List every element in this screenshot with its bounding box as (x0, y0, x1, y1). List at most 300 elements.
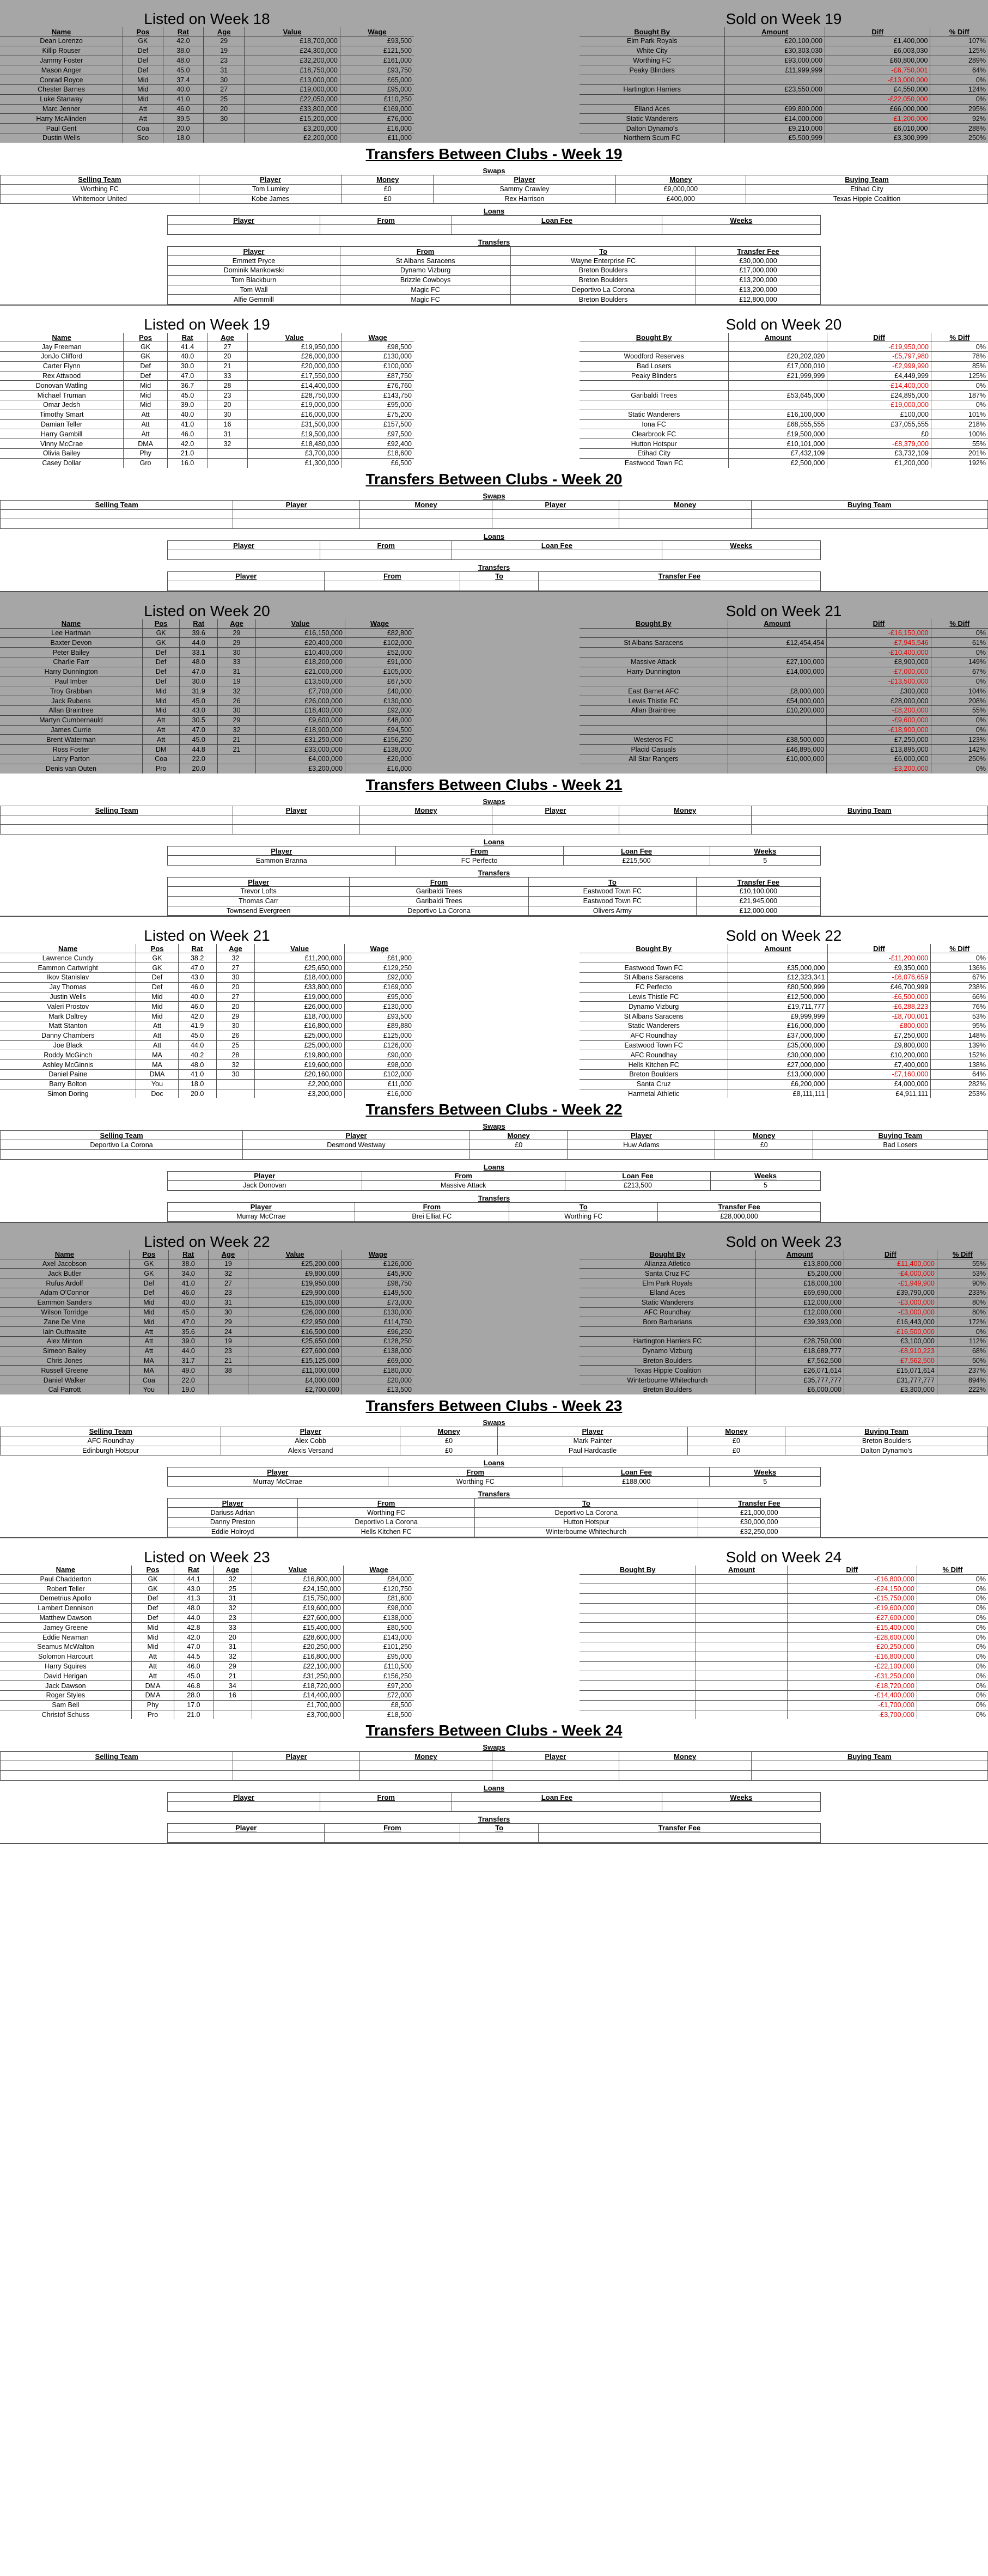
table-cell: 31.9 (180, 686, 218, 696)
column-header: Transfer Fee (538, 1823, 820, 1832)
table-cell: £180,000 (341, 1366, 414, 1375)
table-cell: £17,000,010 (729, 361, 827, 371)
table-cell: -£3,700,000 (787, 1710, 917, 1719)
table-cell: Worthing FC (580, 56, 725, 65)
table-cell: £40,000 (345, 686, 414, 696)
table-row (0, 1603, 414, 1613)
table-cell: £7,700,000 (256, 686, 345, 696)
table-row (168, 1211, 821, 1221)
column-header: Age (217, 619, 255, 629)
table-cell: 30 (208, 410, 248, 419)
table-row (1, 1150, 988, 1160)
table-cell: 187% (931, 391, 988, 400)
table-cell: Eastwood Town FC (580, 458, 729, 467)
week-block (0, 592, 988, 917)
column-header: Name (51, 27, 71, 36)
table-row (580, 973, 988, 983)
table-cell: 253% (931, 1089, 988, 1098)
table-cell: GK (131, 1574, 174, 1584)
table-cell: -£15,750,000 (787, 1594, 917, 1604)
table-cell (580, 1594, 696, 1604)
table-cell: -£14,400,000 (787, 1691, 917, 1701)
table-cell: Att (131, 1671, 174, 1681)
swaps-label: Swaps (483, 1743, 505, 1752)
table-cell (492, 519, 619, 529)
table-cell: 0% (930, 75, 988, 85)
table-cell: £30,303,030 (725, 46, 825, 56)
table-cell (662, 225, 820, 235)
column-header: Money (715, 1131, 813, 1140)
table-cell: 27 (216, 963, 255, 973)
table-cell (728, 677, 827, 686)
table-cell: £1,700,000 (252, 1700, 344, 1710)
column-header: Player (168, 1171, 362, 1180)
table-cell: Brent Waterman (0, 735, 142, 745)
column-header: Money (469, 1131, 568, 1140)
table-cell: Killip Rouser (0, 46, 123, 56)
table-cell: Boro Barbarians (580, 1317, 755, 1327)
table-cell: Peter Bailey (0, 648, 142, 657)
table-cell: 23 (204, 56, 245, 65)
column-header: Age (204, 27, 245, 36)
table-row (0, 1031, 414, 1040)
column-header: Value (252, 1566, 344, 1575)
header-row (168, 1202, 821, 1211)
table-cell: 124% (930, 84, 988, 94)
header-row (0, 619, 414, 629)
table-cell (492, 815, 619, 825)
table-cell (360, 815, 492, 825)
table-cell: Eddie Newman (0, 1633, 131, 1642)
listed-title: Listed on Week 19 (144, 316, 270, 333)
table-cell: £27,600,000 (252, 1613, 344, 1623)
table-cell: Santa Cruz (580, 1079, 728, 1089)
loans-wrap (167, 1467, 821, 1487)
table-row (0, 953, 414, 963)
table-row (580, 1375, 988, 1385)
table-cell: 30 (216, 973, 255, 983)
table-cell (580, 1710, 696, 1719)
table-row (0, 1356, 414, 1366)
table-row (0, 706, 414, 716)
table-cell: Att (136, 1021, 178, 1031)
table-cell: £169,000 (345, 982, 414, 992)
column-header: From (350, 878, 529, 887)
column-header: Player (168, 1793, 320, 1802)
table-cell: £20,000,000 (247, 361, 341, 371)
table-cell: 34.0 (168, 1269, 208, 1278)
swaps-table (0, 806, 988, 835)
table-cell: £21,000,000 (698, 1508, 820, 1518)
table-cell: 47.0 (167, 371, 207, 381)
column-header: Loan Fee (452, 1793, 662, 1802)
table-cell: Christof Schuss (0, 1710, 131, 1719)
header-row (168, 878, 821, 887)
table-cell: £4,000,000 (827, 1079, 931, 1089)
table-cell: Denis van Outen (0, 764, 142, 773)
table-cell: Lewis Thistle FC (580, 696, 728, 706)
table-row (0, 735, 414, 745)
sold-table (580, 944, 988, 1098)
table-row (580, 638, 988, 648)
table-cell: -£8,200,000 (827, 706, 931, 716)
table-row (1, 1446, 988, 1456)
column-header: % Diff (917, 1566, 988, 1575)
table-cell: £156,250 (345, 735, 414, 745)
table-cell: Mid (142, 686, 180, 696)
table-cell: -£1,949,900 (844, 1278, 937, 1288)
table-cell: 35.6 (168, 1327, 208, 1337)
table-cell: GK (129, 1269, 168, 1278)
table-cell: GK (131, 1584, 174, 1594)
column-header: Pos (142, 619, 180, 629)
table-cell: 76% (931, 1002, 988, 1012)
table-cell (168, 1802, 320, 1812)
header-row (168, 1467, 821, 1477)
table-cell (751, 825, 987, 835)
table-cell: Magic FC (340, 285, 510, 295)
table-row (580, 1259, 988, 1269)
table-cell: £3,700,000 (252, 1710, 344, 1719)
loans-wrap (167, 1792, 821, 1812)
column-header: Weeks (710, 847, 820, 856)
table-cell: 5 (710, 856, 820, 866)
table-row (580, 1012, 988, 1021)
table-cell: £14,400,000 (247, 381, 341, 391)
table-cell: Att (142, 735, 180, 745)
table-cell: Eastwood Town FC (528, 896, 696, 906)
table-cell: Att (129, 1346, 168, 1356)
table-cell: £84,000 (343, 1574, 414, 1584)
transfers-table (167, 1498, 821, 1537)
sold-table (580, 619, 988, 774)
table-cell: Hartington Harriers (580, 84, 725, 94)
table-cell: -£7,160,000 (827, 1069, 931, 1079)
column-header: From (320, 1793, 452, 1802)
table-row (0, 448, 414, 458)
table-cell: £18,689,777 (755, 1346, 844, 1356)
table-cell: 138% (931, 1060, 988, 1070)
table-cell: Att (142, 715, 180, 725)
table-cell: -£4,000,000 (844, 1269, 937, 1278)
table-cell: Whitemoor United (1, 194, 199, 204)
table-cell: 21.0 (167, 448, 207, 458)
column-header: Money (360, 500, 492, 509)
column-header: Amount (729, 333, 827, 342)
table-cell: £4,000,000 (248, 1375, 342, 1385)
table-cell: Dustin Wells (0, 133, 123, 142)
week-block (0, 1223, 988, 1538)
table-row (580, 1661, 988, 1671)
table-cell: £18,700,000 (245, 36, 340, 46)
section-title: Transfers Between Clubs - Week 21 (365, 776, 623, 793)
table-row (580, 104, 988, 114)
table-cell: Def (131, 1613, 174, 1623)
header-row (580, 1566, 988, 1575)
transfers-wrap (167, 1823, 821, 1843)
table-cell (619, 825, 751, 835)
table-cell: £6,000,000 (755, 1385, 844, 1394)
table-cell: Massive Attack (362, 1180, 565, 1190)
table-cell: 23 (208, 1288, 248, 1298)
table-cell: £126,000 (341, 1259, 414, 1269)
table-cell: 45.0 (180, 735, 218, 745)
table-cell: £9,800,000 (248, 1269, 342, 1278)
table-cell: Paul Hardcastle (498, 1446, 687, 1456)
table-row (0, 1613, 414, 1623)
table-cell: 172% (937, 1317, 988, 1327)
table-cell (580, 764, 728, 773)
column-header: Wage (343, 1566, 414, 1575)
table-cell: £4,449,999 (827, 371, 931, 381)
column-header: Wage (345, 944, 414, 953)
table-cell: 0% (917, 1671, 988, 1681)
table-cell: 0% (931, 381, 988, 391)
table-cell: -£24,150,000 (787, 1584, 917, 1594)
table-cell: GK (123, 36, 163, 46)
listing-row (0, 306, 988, 467)
table-cell: £130,000 (341, 351, 414, 361)
table-row (0, 1307, 414, 1317)
table-cell: Def (142, 677, 180, 686)
table-cell: £20,400,000 (256, 638, 345, 648)
table-cell: 46.0 (168, 1288, 208, 1298)
table-cell (580, 1633, 696, 1642)
table-cell: Rufus Ardolf (0, 1278, 129, 1288)
table-cell: £19,600,000 (255, 1060, 345, 1070)
section-title: Transfers Between Clubs - Week 20 (365, 470, 623, 488)
table-cell: £13,500,000 (256, 677, 345, 686)
table-cell: 0% (931, 953, 988, 963)
table-cell: £19,000,000 (255, 992, 345, 1002)
column-header: Pos (123, 27, 163, 36)
table-cell: Breton Boulders (511, 265, 696, 275)
column-header: From (325, 571, 460, 581)
table-cell: 27 (216, 992, 255, 1002)
table-cell: £213,500 (565, 1180, 710, 1190)
table-cell: 125% (930, 46, 988, 56)
table-cell: £54,000,000 (728, 696, 827, 706)
column-header: Name (58, 944, 78, 953)
table-cell (208, 448, 248, 458)
table-cell: Tom Blackburn (168, 275, 340, 285)
header-row (168, 216, 821, 225)
table-cell: Solomon Harcourt (0, 1652, 131, 1661)
table-row (580, 667, 988, 677)
table-row (0, 419, 414, 429)
table-cell: -£7,562,500 (844, 1356, 937, 1366)
table-cell: Hutton Hotspur (474, 1517, 698, 1527)
table-cell (619, 1761, 751, 1771)
table-cell (580, 1700, 696, 1710)
header-row (168, 571, 821, 581)
table-cell: Garibaldi Trees (350, 896, 529, 906)
table-row (580, 1366, 988, 1375)
table-cell: £100,000 (827, 410, 931, 419)
table-cell: 85% (931, 361, 988, 371)
table-cell: £97,200 (343, 1681, 414, 1691)
table-cell (725, 94, 825, 104)
table-row (0, 696, 414, 706)
table-cell: Valeri Prostov (0, 1002, 136, 1012)
week-block (0, 0, 988, 306)
table-cell: Mid (123, 84, 163, 94)
table-cell: Wayne Enterprise FC (511, 256, 696, 266)
table-cell: Harry Squires (0, 1661, 131, 1671)
table-cell: £27,600,000 (248, 1346, 342, 1356)
table-row (0, 1346, 414, 1356)
column-header: Buying Team (746, 175, 988, 184)
table-cell: £11,000 (345, 1079, 414, 1089)
table-cell: £4,911,111 (827, 1089, 931, 1098)
column-header: Player (168, 1499, 298, 1508)
table-cell: 20 (204, 104, 245, 114)
table-cell: £80,500,999 (728, 982, 827, 992)
table-cell: AFC Roundhay (580, 1050, 728, 1060)
table-cell: 22.0 (168, 1375, 208, 1385)
table-cell: £25,000,000 (255, 1040, 345, 1050)
table-cell: £26,000,000 (255, 1002, 345, 1012)
table-cell: £35,000,000 (728, 963, 827, 973)
table-cell (729, 342, 827, 352)
table-cell: 41.0 (167, 419, 207, 429)
column-header: Transfer Fee (696, 247, 820, 256)
table-cell: -£8,379,000 (827, 439, 931, 449)
listed-table (0, 1566, 414, 1720)
table-row (0, 1633, 414, 1642)
table-cell: Charlie Farr (0, 657, 142, 667)
table-cell: 49.0 (168, 1366, 208, 1375)
column-header: Selling Team (1, 500, 233, 509)
table-cell: -£3,000,000 (844, 1307, 937, 1317)
table-cell (213, 1710, 252, 1719)
table-cell: 33 (213, 1623, 252, 1633)
table-cell: St Albans Saracens (580, 1012, 728, 1021)
table-cell: Rex Harrison (434, 194, 616, 204)
table-cell: £0 (687, 1446, 785, 1456)
table-cell (728, 628, 827, 638)
listed-panel (0, 0, 414, 143)
table-cell: 33 (208, 371, 248, 381)
table-cell (208, 1385, 248, 1394)
column-header: Player (498, 1427, 687, 1436)
table-row (580, 114, 988, 124)
table-cell: £149,500 (341, 1288, 414, 1298)
table-cell: £7,400,000 (827, 1060, 931, 1070)
table-cell: Pro (131, 1710, 174, 1719)
table-row (0, 75, 414, 85)
table-cell: 282% (931, 1079, 988, 1089)
table-cell: 250% (930, 133, 988, 142)
table-cell (538, 1832, 820, 1842)
table-cell: Dalton Dynamo's (785, 1446, 988, 1456)
table-row (0, 371, 414, 381)
loans-label: Loans (483, 1784, 505, 1793)
table-cell: Mid (124, 391, 168, 400)
column-header: Age (208, 333, 248, 342)
table-cell (538, 581, 820, 590)
table-row (580, 963, 988, 973)
table-cell: DMA (136, 1069, 178, 1079)
table-cell: £28,000,000 (827, 696, 931, 706)
column-header: Money (619, 500, 751, 509)
table-cell: FC Perfecto (580, 982, 728, 992)
table-cell: £0 (400, 1446, 498, 1456)
table-cell: £10,000,000 (728, 754, 827, 764)
table-cell: 30.0 (167, 361, 207, 371)
table-cell: £3,300,999 (825, 133, 930, 142)
table-cell: £27,000,000 (728, 1060, 827, 1070)
column-header: % Diff (931, 333, 988, 342)
table-cell: £32,250,000 (698, 1527, 820, 1537)
table-cell: £300,000 (827, 686, 931, 696)
section-divider (0, 1843, 988, 1844)
table-cell: 295% (930, 104, 988, 114)
table-cell: 33.1 (180, 648, 218, 657)
table-cell: 28.0 (174, 1691, 213, 1701)
table-cell: 39.0 (167, 400, 207, 410)
table-cell (233, 509, 360, 519)
table-cell (696, 1603, 787, 1613)
table-cell: 48.0 (174, 1603, 213, 1613)
table-cell (729, 381, 827, 391)
table-row (580, 1021, 988, 1031)
table-cell: Def (123, 56, 163, 65)
table-row (0, 1278, 414, 1288)
table-cell: £28,600,000 (252, 1633, 344, 1642)
table-cell (568, 1150, 715, 1160)
table-cell (580, 1327, 755, 1337)
table-cell: £188,000 (563, 1477, 710, 1487)
table-cell: Santa Cruz FC (580, 1269, 755, 1278)
loans-wrap (167, 1171, 821, 1191)
table-cell: Static Wanderers (580, 410, 729, 419)
table-cell: 61% (931, 638, 988, 648)
column-header: Money (360, 806, 492, 815)
table-cell: 44.5 (174, 1652, 213, 1661)
table-cell: £25,200,000 (248, 1259, 342, 1269)
table-cell: 5 (711, 1180, 821, 1190)
table-cell: Rex Attwood (0, 371, 124, 381)
table-row (580, 351, 988, 361)
table-row (580, 84, 988, 94)
table-cell: £31,777,777 (844, 1375, 937, 1385)
table-cell: £96,250 (341, 1327, 414, 1337)
column-header: Player (168, 1467, 388, 1477)
table-cell: Breton Boulders (580, 1385, 755, 1394)
listed-title: Listed on Week 21 (144, 927, 270, 945)
table-cell: £130,000 (341, 1307, 414, 1317)
table-cell: 152% (931, 1050, 988, 1060)
table-cell: £105,000 (345, 667, 414, 677)
table-row (580, 657, 988, 667)
table-row (580, 1269, 988, 1278)
table-cell: £17,550,000 (247, 371, 341, 381)
column-header: Transfer Fee (658, 1202, 821, 1211)
transfers-table (167, 571, 821, 591)
section-title: Transfers Between Clubs - Week 23 (365, 1397, 623, 1414)
table-cell: £93,750 (340, 65, 414, 75)
table-cell: £128,250 (341, 1336, 414, 1346)
table-cell: £169,000 (340, 104, 414, 114)
sold-title: Sold on Week 22 (725, 927, 842, 945)
table-cell: 30 (204, 75, 245, 85)
table-cell (1, 519, 233, 529)
column-header: Selling Team (1, 1131, 243, 1140)
table-cell: 36.7 (167, 381, 207, 391)
table-row (0, 1021, 414, 1031)
listed-title: Listed on Week 18 (144, 10, 270, 27)
